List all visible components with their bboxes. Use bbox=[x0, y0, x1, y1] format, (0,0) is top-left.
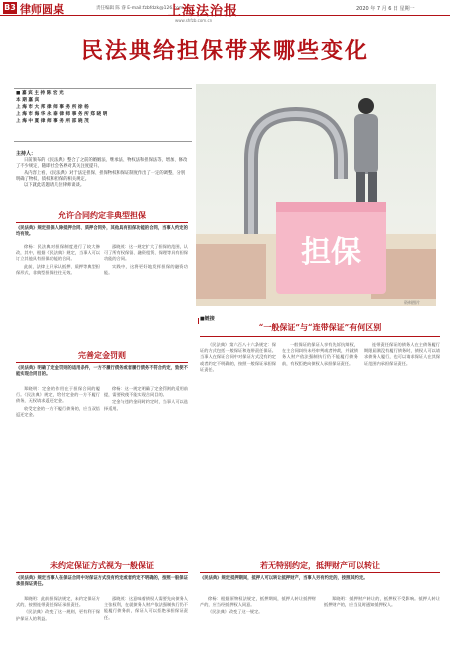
paragraph: 郑晓明：此前担保法规定，未约定保证方式的，按照连带责任保证承担责任。 bbox=[16, 596, 100, 608]
sidebar-title: “一般保证”与“连带保证”有何区别 bbox=[258, 322, 382, 332]
money-stack-icon bbox=[196, 244, 266, 299]
sidebar-column bbox=[200, 342, 276, 374]
section-name: 律师圆桌 bbox=[20, 3, 64, 16]
paragraph: 徐杨：这一规定明确了定金罚则的适用前提，需要致使不能实现合同目的。 bbox=[104, 386, 188, 398]
intro-paragraph: 日前颁布的《民法典》整合了之前的婚姻法、继承法、物权法和担保法等，增加、修改了不少规定，随即社会各界对其关注度提升。 bbox=[16, 158, 188, 170]
author-line: 本 期 嘉 宾 bbox=[16, 98, 40, 103]
paper-name: 上海法治报 bbox=[168, 4, 239, 19]
section-title: 完善定金罚则 bbox=[78, 350, 126, 360]
section-column bbox=[16, 386, 100, 419]
lock-illustration bbox=[196, 84, 436, 306]
section-title: 若无特别约定，抵押财产可以转让 bbox=[260, 560, 380, 570]
section-lede: 《民法典》规定当事人在保证合同中对保证方式没有约定或者约定不明确的，按照一般保证承担保证责任。 bbox=[16, 576, 188, 588]
paragraph: 郑晓明：抵押财产转让的，抵押权不受影响。抵押人转让抵押财产的，应当及时通知抵押权人。 bbox=[324, 596, 440, 608]
website-url: www.shfzb.com.cn bbox=[175, 18, 213, 23]
paragraph: 邵晓茂：这一规定扩大了担保的范围，认可了所有权保留、融资租赁、保理等具有担保功能的合同。 bbox=[104, 244, 188, 262]
section-title: 未约定保证方式视为一般保证 bbox=[50, 560, 154, 570]
paragraph: 郑晓明：定金的作用在于担保合同的履行。《民法典》规定，给付定金的一方不履行债务，无权请求返还定金。 bbox=[16, 386, 100, 404]
section-column bbox=[200, 596, 316, 617]
paragraph: 实践中，这将更好地发挥担保的融资功能。 bbox=[104, 263, 188, 275]
lock-label: 担保 bbox=[301, 235, 361, 270]
person-leg-icon bbox=[356, 172, 365, 202]
photo-credit: 资料图片 bbox=[404, 300, 420, 305]
section-column bbox=[16, 596, 100, 623]
paragraph: 徐杨：根据原物权法规定，抵押期间，抵押人转让抵押财产的，应当经抵押权人同意。 bbox=[200, 596, 316, 608]
paragraph: 连带责任保证的债务人在主债务履行期限届满没有履行债务时，债权人可以请求债务人履行，也可以请求保证人在其保证范围内承担保证责任。 bbox=[364, 342, 440, 366]
sidebar-rule bbox=[200, 336, 440, 337]
sidebar-marker bbox=[198, 318, 199, 324]
authors-block bbox=[16, 90, 186, 125]
section-lede: 《民法典》明确了定金罚则的适用条件，一方不履行债务或者履行债务不符合约定，致使不能实现合同目的。 bbox=[16, 366, 188, 378]
section-rule bbox=[16, 222, 188, 223]
host-label: 主持人： bbox=[16, 151, 37, 157]
sidebar-column bbox=[364, 342, 440, 368]
paragraph: 邵晓茂：这意味着债权人需要先向债务人主张权利，在就债务人财产依法强制执行仍不能履行债务前，保证人可以拒绝承担保证责任。 bbox=[104, 596, 188, 620]
section-column bbox=[104, 244, 188, 277]
paragraph: 《民法典》改变了这一规定。 bbox=[208, 609, 263, 615]
author-line: 上 海 市 海 华 永 泰 律 师 事 务 所 郑 晓 明 bbox=[16, 112, 108, 117]
editor-info: 责任编辑 陈 睿 E-mail:fzbfdzk@126.com bbox=[96, 6, 184, 11]
illustration-photo bbox=[196, 84, 436, 306]
author-line: ■ 嘉 宾 主 持 陈 宏 光 bbox=[16, 91, 64, 96]
person-leg-icon bbox=[368, 172, 377, 202]
person-head-icon bbox=[358, 98, 374, 114]
lock-body-top bbox=[276, 202, 386, 212]
author-line: 上 海 市 大 邦 律 师 事 务 所 徐 杨 bbox=[16, 105, 89, 110]
section-column bbox=[104, 386, 188, 413]
section-lede: 《民法典》规定抵押期间，抵押人可以转让抵押财产，当事人另有约定的，按照其约定。 bbox=[200, 576, 368, 581]
section-title: 允许合同约定非典型担保 bbox=[58, 210, 146, 220]
section-column bbox=[16, 244, 100, 277]
sidebar-tag: ■链接 bbox=[200, 316, 215, 322]
paragraph: 徐杨：民法典对担保制度进行了较大修改，其中，根据《民法典》规定，当事人可以订立其他具有担保功能的合同。 bbox=[16, 244, 100, 262]
section-column bbox=[324, 596, 440, 609]
intro-text bbox=[16, 158, 188, 189]
paragraph: 定金与违约金同时约定时，当事人可以选择适用。 bbox=[104, 399, 188, 411]
author-line: 上 海 中 夏 律 师 事 务 所 邵 晓 茂 bbox=[16, 119, 89, 124]
page-number: B3 bbox=[4, 3, 16, 12]
sidebar-column bbox=[282, 342, 358, 368]
intro-paragraph: 以下就此话题请几位律师谈谈。 bbox=[24, 183, 85, 189]
paragraph: 收受定金的一方不履行债务的，应当双倍返还定金。 bbox=[16, 405, 100, 417]
person-body-icon bbox=[354, 114, 378, 174]
authors-top-rule bbox=[14, 88, 192, 89]
section-rule bbox=[16, 362, 188, 363]
section-lede: 《民法典》规定担保人除抵押合同、质押合同外，其他具有担保功能的合同，当事人约定的均有效。 bbox=[16, 226, 188, 238]
section-rule bbox=[200, 572, 440, 573]
issue-date: 2020 年 7 月 6 日 星期一 bbox=[356, 6, 415, 12]
page-headline: 民法典给担保带来哪些变化 bbox=[80, 38, 369, 64]
paragraph: 《民法典》第六百八十六条规定：保证的方式包括一般保证和连带责任保证。当事人在保证合同中对保证方式没有约定或者约定不明确的，按照一般保证承担保证责任。 bbox=[200, 342, 276, 372]
section-rule bbox=[16, 572, 188, 573]
paragraph: 一般保证的保证人享有先诉抗辩权，在主合同纠纷未经审判或者仲裁，并就债务人财产依法强制执行仍不能履行债务前，有权拒绝向债权人承担保证责任。 bbox=[282, 342, 358, 366]
paragraph: 此前，法律上只承认抵押、质押等典型担保形式，非典型担保往往无效。 bbox=[16, 263, 100, 275]
intro-paragraph: 从内容上看，《民法典》对于法定担保、担保物权和保证制度作出了一定的调整，分别明确了物权、债权和担保的相关规定。 bbox=[16, 170, 186, 182]
paragraph: 《民法典》改变了这一规则，更有利于保护保证人的利益。 bbox=[16, 609, 100, 621]
section-column bbox=[104, 596, 188, 622]
authors-bottom-rule bbox=[14, 141, 192, 142]
